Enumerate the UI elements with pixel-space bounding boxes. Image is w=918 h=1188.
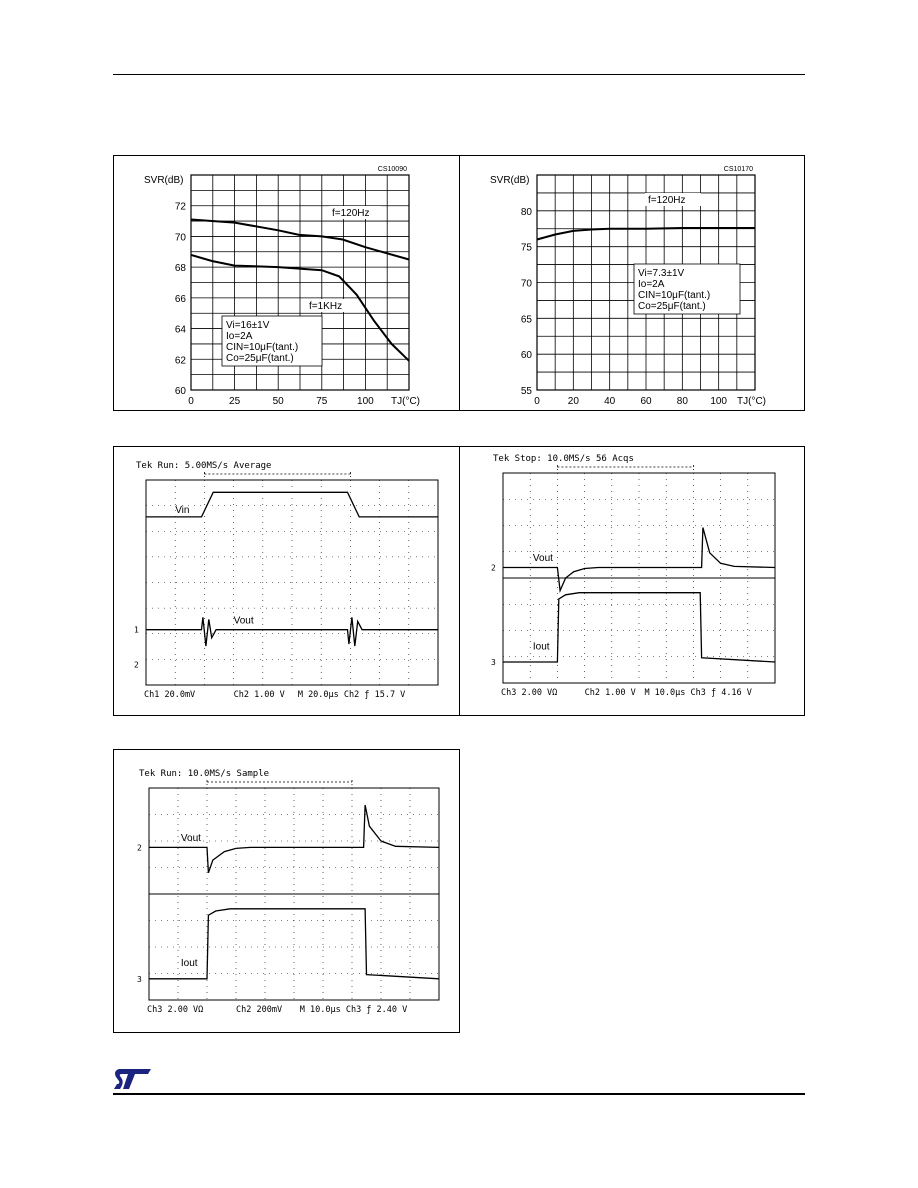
- y-axis-label: SVR(dB): [144, 175, 184, 186]
- x-tick-label: 100: [357, 396, 374, 407]
- y-tick-label: 70: [174, 232, 186, 244]
- figure-code: CS10170: [723, 166, 753, 173]
- condition-line: Io=2A: [226, 331, 253, 342]
- trigger-window: [557, 465, 693, 470]
- channel-marker: 3: [137, 974, 142, 984]
- condition-line: CIN=10μF(tant.): [226, 342, 299, 353]
- y-tick-label: 68: [174, 263, 186, 275]
- channel-marker: 2: [137, 843, 142, 853]
- scope-footer: Ch3 2.00 VΩ: [147, 1005, 204, 1015]
- scope-footer: Ch2 1.00 V: [233, 690, 285, 700]
- scope-chart-3: [114, 750, 461, 1034]
- y-tick-label: 72: [174, 201, 186, 213]
- scope-footer: Ch1 20.0mV: [144, 690, 196, 700]
- svg-text:ST: ST: [113, 1068, 115, 1069]
- condition-line: Co=25μF(tant.): [638, 301, 706, 312]
- svr-chart-2: [460, 156, 806, 412]
- scope-footer: M 20.0μs Ch2 ƒ 15.7 V: [297, 690, 406, 700]
- channel-marker: 2: [134, 660, 139, 670]
- annotation-f1k: f=1KHz: [309, 301, 343, 312]
- y-tick-label: 66: [174, 293, 186, 305]
- x-tick-label: 0: [534, 396, 540, 407]
- x-axis-label: TJ(°C): [391, 396, 420, 407]
- chart-panel-svr-1: [113, 155, 460, 411]
- y-tick-label: 70: [520, 278, 532, 290]
- y-tick-label: 60: [520, 350, 532, 362]
- condition-line: Co=25μF(tant.): [226, 353, 294, 364]
- scope-panel-load-transient-2: [113, 749, 460, 1033]
- y-tick-label: 75: [520, 242, 532, 254]
- y-axis-label: SVR(dB): [490, 175, 530, 186]
- x-tick-label: 60: [640, 396, 652, 407]
- x-tick-label: 100: [710, 396, 728, 407]
- x-tick-label: 20: [567, 396, 579, 407]
- scope-footer: M 10.0μs Ch3 ƒ 4.16 V: [644, 688, 752, 698]
- annotation-f120: f=120Hz: [332, 208, 370, 219]
- x-axis-label: TJ(°C): [737, 396, 766, 407]
- x-tick-label: 25: [229, 396, 241, 407]
- scope-chart-1: [114, 447, 461, 717]
- y-tick-label: 80: [520, 206, 532, 218]
- channel-marker: 3: [491, 658, 496, 667]
- y-tick-label: 60: [174, 386, 186, 397]
- y-tick-label: 64: [174, 324, 186, 336]
- scope-header: Tek Stop: 10.0MS/s 56 Acqs: [493, 454, 634, 464]
- annotation-f120: f=120Hz: [648, 195, 686, 206]
- x-tick-label: 0: [188, 396, 194, 407]
- chart-panel-svr-2: [459, 155, 805, 411]
- trace-label: Vout: [233, 615, 254, 627]
- header-rule: [113, 74, 805, 75]
- y-tick-label: 62: [174, 355, 186, 367]
- trigger-window: [204, 472, 350, 477]
- trigger-window: [207, 780, 352, 785]
- scope-panel-load-transient-1: [459, 446, 805, 716]
- condition-line: CIN=10μF(tant.): [638, 290, 711, 301]
- trace-label: Vout: [180, 833, 201, 844]
- condition-line: Vi=7.3±1V: [638, 268, 685, 279]
- scope-footer: M 10.0μs Ch3 ƒ 2.40 V: [299, 1005, 408, 1015]
- y-tick-label: 65: [520, 314, 532, 326]
- scope-panel-line-transient: [113, 446, 460, 716]
- trace-line: [146, 617, 438, 646]
- scope-footer: Ch2 1.00 V: [584, 688, 636, 698]
- scope-chart-2: [460, 447, 806, 717]
- x-tick-label: 80: [676, 396, 688, 407]
- figure-code: CS10090: [377, 166, 407, 173]
- condition-line: Io=2A: [638, 279, 665, 290]
- scope-header: Tek Run: 5.00MS/s Average: [136, 461, 272, 471]
- scope-footer: Ch2 200mV: [236, 1005, 283, 1015]
- trace-label: Iout: [532, 641, 550, 653]
- footer-rule: [113, 1093, 805, 1095]
- scope-header: Tek Run: 10.0MS/s Sample: [139, 769, 270, 779]
- svr-chart-1: [114, 156, 461, 412]
- channel-marker: 1: [134, 625, 139, 635]
- y-tick-label: 55: [520, 386, 532, 397]
- st-logo: [113, 1068, 153, 1090]
- scope-footer: Ch3 2.00 VΩ: [501, 688, 558, 698]
- channel-marker: 2: [491, 563, 496, 573]
- x-tick-label: 75: [316, 396, 328, 407]
- condition-line: Vi=16±1V: [226, 320, 270, 331]
- trace-label: Vin: [175, 504, 190, 516]
- x-tick-label: 50: [272, 396, 284, 407]
- trace-label: Vout: [532, 553, 553, 565]
- trace-label: Iout: [180, 958, 198, 970]
- x-tick-label: 40: [604, 396, 616, 407]
